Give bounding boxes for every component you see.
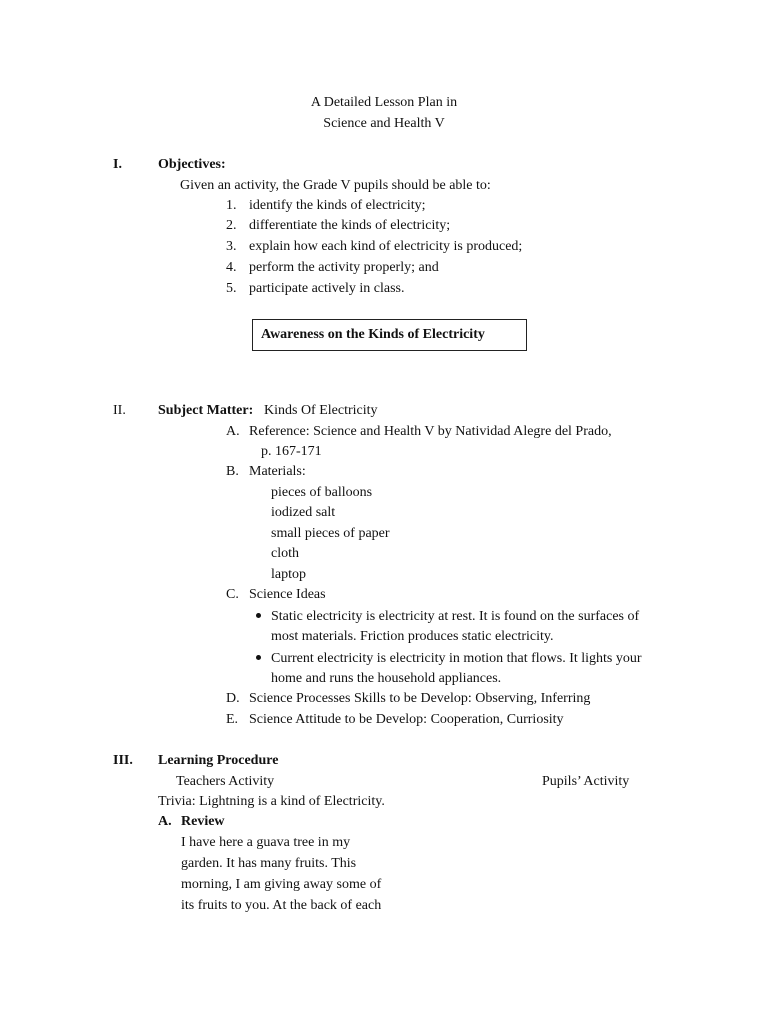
topic-box-label: Awareness on the Kinds of Electricity xyxy=(261,327,485,342)
review-heading: Review xyxy=(181,814,225,829)
list-item: identify the kinds of electricity; xyxy=(249,198,426,213)
reference-line-2: p. 167-171 xyxy=(261,444,322,459)
learning-procedure-heading: Learning Procedure xyxy=(158,753,279,768)
list-item: pieces of balloons xyxy=(271,485,373,500)
topic-box xyxy=(252,319,527,351)
processes-text: Science Processes Skills to be Develop: Observing, Inferring xyxy=(249,691,591,706)
item-letter: A. xyxy=(226,424,240,439)
item-letter: A. xyxy=(158,814,172,829)
trivia-text: Trivia: Lightning is a kind of Electricity. xyxy=(158,794,385,809)
title-line-1: A Detailed Lesson Plan in xyxy=(310,95,458,110)
objectives-heading: Objectives: xyxy=(158,157,226,172)
review-line: morning, I am giving away some of xyxy=(181,877,382,892)
attitude-text: Science Attitude to be Develop: Cooperation, Curriosity xyxy=(249,712,564,727)
item-letter: D. xyxy=(226,691,240,706)
list-item: laptop xyxy=(271,567,306,582)
list-item-number: 1. xyxy=(226,198,237,213)
list-item-number: 5. xyxy=(226,281,237,296)
objectives-intro: Given an activity, the Grade V pupils should be able to: xyxy=(180,178,491,193)
teachers-activity-column-header: Teachers Activity xyxy=(176,774,275,789)
subject-matter-topic: Kinds Of Electricity xyxy=(264,403,378,418)
materials-label: Materials: xyxy=(249,464,306,479)
item-letter: C. xyxy=(226,587,239,602)
science-ideas-label: Science Ideas xyxy=(249,587,326,602)
section-numeral-learning-procedure: III. xyxy=(113,753,133,768)
list-item: participate actively in class. xyxy=(249,281,405,296)
list-item: perform the activity properly; and xyxy=(249,260,439,275)
title-line-2: Science and Health V xyxy=(323,116,445,131)
list-item-number: 2. xyxy=(226,218,237,233)
review-line: garden. It has many fruits. This xyxy=(181,856,357,871)
list-item-number: 4. xyxy=(226,260,237,275)
subject-matter-heading: Subject Matter: xyxy=(158,403,254,418)
list-item-number: 3. xyxy=(226,239,237,254)
science-idea-line: most materials. Friction produces static electricity. xyxy=(271,629,554,644)
list-item: cloth xyxy=(271,546,299,561)
section-numeral-subject-matter: II. xyxy=(113,403,126,418)
science-idea-line: Current electricity is electricity in motion that flows. It lights your xyxy=(271,651,642,666)
list-item: small pieces of paper xyxy=(271,526,390,541)
list-item: explain how each kind of electricity is produced; xyxy=(249,239,523,254)
science-idea-line: home and runs the household appliances. xyxy=(271,671,502,686)
review-line: I have here a guava tree in my xyxy=(181,835,351,850)
list-item: differentiate the kinds of electricity; xyxy=(249,218,451,233)
section-numeral-objectives: I. xyxy=(113,157,122,172)
bullet-icon xyxy=(256,613,261,618)
bullet-icon xyxy=(256,655,261,660)
reference-line-1: Reference: Science and Health V by Natividad Alegre del Prado, xyxy=(249,424,612,439)
item-letter: B. xyxy=(226,464,239,479)
pupils-activity-column-header: Pupils’ Activity xyxy=(542,774,630,789)
review-line: its fruits to you. At the back of each xyxy=(181,898,382,913)
list-item: iodized salt xyxy=(271,505,336,520)
science-idea-line: Static electricity is electricity at rest. It is found on the surfaces of xyxy=(271,609,640,624)
item-letter: E. xyxy=(226,712,239,727)
